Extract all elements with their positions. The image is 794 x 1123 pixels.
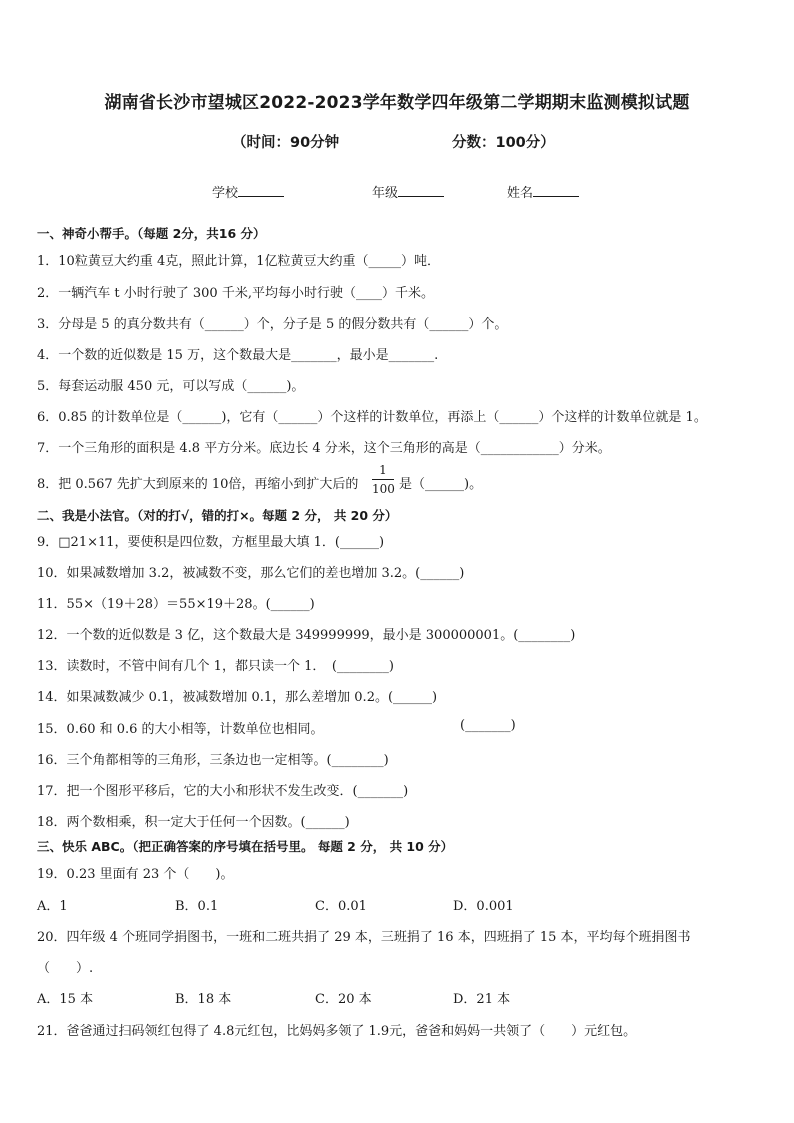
school-label: 学校: [212, 186, 239, 201]
school-blank[interactable]: [238, 183, 284, 197]
fraction-one-hundredth: [372, 464, 394, 495]
question-17: 17．把一个图形平移后，它的大小和形状不发生改变．(_______): [37, 784, 409, 799]
q20-option-b[interactable]: B．18 本: [175, 992, 232, 1007]
q19-option-b[interactable]: B．0.1: [175, 899, 219, 914]
q20-option-a[interactable]: A．15 本: [37, 992, 94, 1007]
exam-time: （时间：90分钟: [232, 135, 340, 151]
fraction-denominator: 100: [372, 482, 395, 496]
question-18: 18．两个数相乘，积一定大于任何一个因数。(______): [37, 815, 350, 830]
question-9: 9．□21×11，要使积是四位数，方框里最大填 1．(______): [37, 535, 385, 550]
question-3: 3．分母是 5 的真分数共有（______）个，分子是 5 的假分数共有（______）个。: [37, 317, 508, 332]
question-16: 16．三个角都相等的三角形，三条边也一定相等。(________): [37, 753, 389, 768]
question-12: 12．一个数的近似数是 3 亿，这个数最大是 349999999，最小是 300000001。(________): [37, 628, 576, 643]
q20-option-d[interactable]: D．21 本: [453, 992, 511, 1007]
grade-label: 年级: [372, 186, 399, 201]
question-15-blank: (_______): [460, 718, 516, 733]
question-5: 5．每套运动服 450 元，可以写成（______)。: [37, 379, 305, 394]
question-10: 10．如果减数增加 3.2，被减数不变，那么它们的差也增加 3.2。(______): [37, 566, 465, 581]
name-label: 姓名: [507, 186, 534, 201]
q19-option-a[interactable]: A．1: [37, 899, 68, 914]
grade-field: [372, 182, 444, 201]
question-11: 11．55×（19＋28）＝55×19＋28。(______): [37, 597, 315, 612]
question-20-line-1: 20．四年级 4 个班同学捐图书，一班和二班共捐了 29 本，三班捐了 16 本，四班捐了 15 本，平均每个班捐图书: [37, 930, 691, 945]
question-1: 1．10粒黄豆大约重 4克，照此计算，1亿粒黄豆大约重（_____）吨．: [37, 254, 440, 269]
name-blank[interactable]: [533, 183, 579, 197]
question-4: 4．一个数的近似数是 15 万，这个数最大是_______，最小是_______.: [37, 348, 439, 363]
q19-option-c[interactable]: C．0.01: [315, 899, 367, 914]
grade-blank[interactable]: [398, 183, 444, 197]
q19-option-d[interactable]: D．0.001: [453, 899, 514, 914]
question-13: 13．读数时，不管中间有几个 1，都只读一个 1． (________): [37, 659, 394, 674]
question-15: 15．0.60 和 0.6 的大小相等，计数单位也相同。: [37, 722, 324, 737]
section-2-heading: 二、我是小法官。（对的打√，错的打×。每题 2 分， 共 20 分）: [37, 508, 398, 523]
section-3-heading: 三、快乐 ABC。（把正确答案的序号填在括号里。 每题 2 分， 共 10 分）: [37, 839, 454, 854]
question-14: 14．如果减数减少 0.1，被减数增加 0.1，那么差增加 0.2。(______): [37, 690, 438, 705]
section-1-heading: 一、神奇小帮手。（每题 2分，共16 分）: [37, 226, 266, 241]
school-field: [212, 182, 284, 201]
question-21: 21．爸爸通过扫码领红包得了 4.8元红包，比妈妈多领了 1.9元，爸爸和妈妈一共领了（ ）元红包。: [37, 1024, 637, 1039]
question-20-line-2: （ ）.: [37, 961, 94, 976]
question-19: 19．0.23 里面有 23 个（ )。: [37, 867, 234, 882]
name-field: [507, 182, 579, 201]
exam-score: 分数：100分）: [452, 135, 555, 151]
page-title: 湖南省长沙市望城区2022-2023学年数学四年级第二学期期末监测模拟试题: [104, 93, 690, 113]
q20-option-c[interactable]: C．20 本: [315, 992, 372, 1007]
question-6: 6．0.85 的计数单位是（______)，它有（______）个这样的计数单位，再添上（______）个这样的计数单位就是 1。: [37, 410, 707, 425]
question-7: 7．一个三角形的面积是 4.8 平方分米。底边长 4 分米，这个三角形的高是（____________）分米。: [37, 441, 611, 456]
question-8-answer: 是（______)。: [399, 477, 483, 492]
fraction-numerator: 1: [372, 464, 394, 480]
question-2: 2．一辆汽车 t 小时行驶了 300 千米,平均每小时行驶（____）千米。: [37, 286, 434, 301]
question-8-text: 8．把 0.567 先扩大到原来的 10倍，再缩小到扩大后的: [37, 477, 359, 492]
